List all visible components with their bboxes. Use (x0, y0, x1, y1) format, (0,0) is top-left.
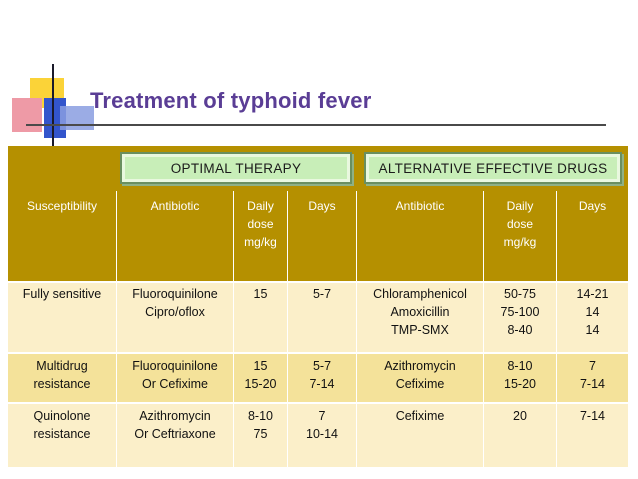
row-divider (8, 402, 628, 404)
cell-antibiotic-alternative (357, 281, 483, 339)
cell-dose-optimal (234, 281, 287, 303)
cell-line: TMP-SMX (391, 323, 449, 337)
cell-line: 7 (318, 409, 326, 423)
title-underline (26, 124, 606, 126)
cell-line: Cefixime (395, 377, 445, 391)
header-dose-line: mg/kg (244, 235, 277, 249)
cell-line: 8-40 (507, 323, 533, 337)
column-divider (556, 191, 557, 467)
cell-line: Cefixime (395, 409, 445, 423)
cell-line: 7-14 (579, 409, 606, 423)
cell-dose-optimal (234, 353, 287, 393)
cell-line: Chloramphenicol (373, 287, 467, 301)
cell-line: Azithromycin (139, 409, 211, 423)
header-dose-alternative (484, 191, 556, 251)
row-divider (8, 281, 628, 283)
cell-line: Fully sensitive (22, 287, 102, 301)
cell-days-optimal (288, 403, 356, 443)
cell-line: Azithromycin (384, 359, 456, 373)
cell-line: 10-14 (306, 427, 338, 441)
cell-line: 75-100 (500, 305, 540, 319)
cell-antibiotic-alternative (357, 353, 483, 393)
cell-line: 14 (585, 323, 600, 337)
optimal-therapy-banner: OPTIMAL THERAPY (120, 152, 352, 184)
cell-dose-alternative (484, 281, 556, 339)
cell-line: Fluoroquinilone (132, 359, 218, 373)
cell-line: 15 (253, 359, 268, 373)
cell-line: 50-75 (504, 287, 536, 301)
header-dose-line: dose (506, 217, 534, 231)
cell-line: Or Cefixime (142, 377, 208, 391)
cell-days-optimal (288, 353, 356, 393)
cell-susceptibility (8, 353, 116, 393)
cell-antibiotic-optimal (117, 403, 233, 443)
cell-days-alternative (557, 353, 628, 393)
decor-light-blue-block (60, 106, 94, 130)
header-dose-line: dose (247, 217, 274, 231)
cell-antibiotic-optimal (117, 353, 233, 393)
cell-line: 20 (513, 409, 527, 423)
alternative-drugs-banner: ALTERNATIVE EFFECTIVE DRUGS (364, 152, 622, 184)
table-row (8, 403, 628, 467)
table-row (8, 353, 628, 403)
header-antibiotic-optimal: Antibiotic (150, 199, 200, 213)
cell-line: 8-10 (247, 409, 274, 423)
column-divider (483, 191, 484, 467)
decor-vertical-line (52, 64, 54, 152)
table-row (8, 281, 628, 353)
cell-dose-alternative (484, 353, 556, 393)
decor-pink-square (12, 98, 42, 132)
column-header-row (8, 191, 628, 281)
cell-line: 5-7 (312, 287, 332, 301)
cell-line: 75 (253, 427, 268, 441)
header-dose-line: mg/kg (503, 235, 537, 249)
cell-days-optimal (288, 281, 356, 303)
column-divider (356, 191, 357, 467)
cell-susceptibility (8, 281, 116, 303)
header-susceptibility: Susceptibility (26, 199, 98, 213)
header-days-optimal: Days (308, 199, 336, 213)
cell-line: 5-7 (312, 359, 332, 373)
header-antibiotic-alternative: Antibiotic (395, 199, 445, 213)
column-divider (116, 191, 117, 467)
header-days-alternative: Days (578, 199, 607, 213)
header-dose-line: Daily (506, 199, 534, 213)
cell-antibiotic-optimal (117, 281, 233, 321)
cell-line: Amoxicillin (390, 305, 450, 319)
cell-line: Multidrug (36, 359, 88, 373)
cell-days-alternative (557, 403, 628, 425)
column-divider (233, 191, 234, 467)
cell-line: Or Ceftriaxone (134, 427, 216, 441)
cell-line: 7-14 (309, 377, 335, 391)
cell-line: 7-14 (579, 377, 606, 391)
cell-line: resistance (33, 377, 91, 391)
cell-dose-alternative (484, 403, 556, 425)
cell-line: resistance (33, 427, 91, 441)
header-dose-optimal (234, 191, 287, 251)
cell-line: Cipro/oflox (145, 305, 205, 319)
cell-line: 8-10 (507, 359, 533, 373)
treatment-table (8, 146, 628, 467)
cell-line: 7 (589, 359, 596, 373)
cell-line: 14 (585, 305, 600, 319)
slide-title: Treatment of typhoid fever (90, 88, 372, 113)
cell-antibiotic-alternative (357, 403, 483, 425)
header-dose-line: Daily (247, 199, 274, 213)
cell-line: 15-20 (244, 377, 277, 391)
group-header-row (8, 146, 628, 191)
cell-dose-optimal (234, 403, 287, 443)
cell-line: 15 (253, 287, 268, 301)
cell-line: Fluoroquinilone (132, 287, 218, 301)
cell-line: Quinolone (33, 409, 91, 423)
cell-line: 15-20 (504, 377, 536, 391)
row-divider (8, 352, 628, 354)
cell-susceptibility (8, 403, 116, 443)
cell-days-alternative (557, 281, 628, 339)
cell-line: 14-21 (576, 287, 609, 301)
column-divider (287, 191, 288, 467)
